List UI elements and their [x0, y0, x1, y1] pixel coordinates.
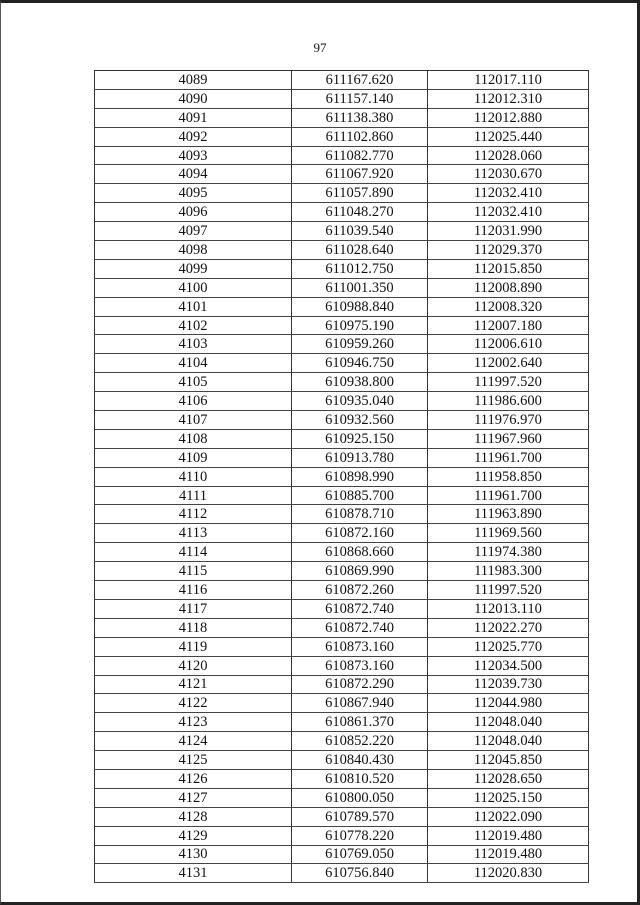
y-coordinate-cell: 112006.610	[428, 335, 589, 354]
table-row	[95, 297, 589, 316]
point-number-cell: 4095	[95, 184, 292, 203]
table-row	[95, 108, 589, 127]
x-coordinate-cell: 610769.050	[292, 845, 428, 864]
x-coordinate-cell: 610873.160	[292, 656, 428, 675]
y-coordinate-cell: 112019.480	[428, 845, 589, 864]
table-row	[95, 732, 589, 751]
table-row	[95, 448, 589, 467]
y-coordinate-cell: 112015.850	[428, 259, 589, 278]
x-coordinate-cell: 610959.260	[292, 335, 428, 354]
y-coordinate-cell: 111961.700	[428, 486, 589, 505]
x-coordinate-cell: 610938.800	[292, 373, 428, 392]
x-coordinate-cell: 610872.160	[292, 524, 428, 543]
table-row	[95, 599, 589, 618]
table-row	[95, 675, 589, 694]
table-row	[95, 826, 589, 845]
point-number-cell: 4091	[95, 108, 292, 127]
x-coordinate-cell: 610867.940	[292, 694, 428, 713]
table-row	[95, 505, 589, 524]
x-coordinate-cell: 611067.920	[292, 165, 428, 184]
y-coordinate-cell: 111961.700	[428, 448, 589, 467]
point-number-cell: 4107	[95, 411, 292, 430]
point-number-cell: 4124	[95, 732, 292, 751]
y-coordinate-cell: 112025.770	[428, 637, 589, 656]
y-coordinate-cell: 112022.270	[428, 618, 589, 637]
table-row	[95, 89, 589, 108]
point-number-cell: 4089	[95, 71, 292, 90]
point-number-cell: 4110	[95, 467, 292, 486]
point-number-cell: 4099	[95, 259, 292, 278]
table-row	[95, 713, 589, 732]
point-number-cell: 4127	[95, 788, 292, 807]
y-coordinate-cell: 112048.040	[428, 713, 589, 732]
x-coordinate-cell: 610946.750	[292, 354, 428, 373]
y-coordinate-cell: 112002.640	[428, 354, 589, 373]
x-coordinate-cell: 610840.430	[292, 751, 428, 770]
table-row	[95, 807, 589, 826]
x-coordinate-cell: 610913.780	[292, 448, 428, 467]
point-number-cell: 4113	[95, 524, 292, 543]
y-coordinate-cell: 111974.380	[428, 543, 589, 562]
point-number-cell: 4093	[95, 146, 292, 165]
point-number-cell: 4131	[95, 864, 292, 883]
y-coordinate-cell: 112028.060	[428, 146, 589, 165]
table-row	[95, 524, 589, 543]
point-number-cell: 4108	[95, 429, 292, 448]
x-coordinate-cell: 610988.840	[292, 297, 428, 316]
point-number-cell: 4103	[95, 335, 292, 354]
point-number-cell: 4115	[95, 562, 292, 581]
x-coordinate-cell: 611082.770	[292, 146, 428, 165]
x-coordinate-cell: 610778.220	[292, 826, 428, 845]
table-row	[95, 694, 589, 713]
table-row	[95, 259, 589, 278]
y-coordinate-cell: 112030.670	[428, 165, 589, 184]
x-coordinate-cell: 611001.350	[292, 278, 428, 297]
x-coordinate-cell: 610872.740	[292, 618, 428, 637]
table-row	[95, 146, 589, 165]
point-number-cell: 4098	[95, 241, 292, 260]
y-coordinate-cell: 112007.180	[428, 316, 589, 335]
y-coordinate-cell: 111976.970	[428, 411, 589, 430]
table-row	[95, 751, 589, 770]
y-coordinate-cell: 112044.980	[428, 694, 589, 713]
point-number-cell: 4114	[95, 543, 292, 562]
point-number-cell: 4101	[95, 297, 292, 316]
x-coordinate-cell: 611138.380	[292, 108, 428, 127]
y-coordinate-cell: 112045.850	[428, 751, 589, 770]
table-row	[95, 241, 589, 260]
point-number-cell: 4100	[95, 278, 292, 297]
y-coordinate-cell: 112008.320	[428, 297, 589, 316]
table-row	[95, 429, 589, 448]
point-number-cell: 4119	[95, 637, 292, 656]
y-coordinate-cell: 112032.410	[428, 203, 589, 222]
y-coordinate-cell: 112029.370	[428, 241, 589, 260]
point-number-cell: 4122	[95, 694, 292, 713]
y-coordinate-cell: 111997.520	[428, 373, 589, 392]
point-number-cell: 4123	[95, 713, 292, 732]
y-coordinate-cell: 112025.440	[428, 127, 589, 146]
y-coordinate-cell: 112008.890	[428, 278, 589, 297]
x-coordinate-cell: 610861.370	[292, 713, 428, 732]
table-row	[95, 127, 589, 146]
x-coordinate-cell: 610800.050	[292, 788, 428, 807]
table-row	[95, 788, 589, 807]
point-number-cell: 4097	[95, 222, 292, 241]
table-row	[95, 562, 589, 581]
point-number-cell: 4092	[95, 127, 292, 146]
point-number-cell: 4106	[95, 392, 292, 411]
x-coordinate-cell: 611157.140	[292, 89, 428, 108]
y-coordinate-cell: 112012.880	[428, 108, 589, 127]
point-number-cell: 4116	[95, 581, 292, 600]
x-coordinate-cell: 610878.710	[292, 505, 428, 524]
y-coordinate-cell: 112022.090	[428, 807, 589, 826]
y-coordinate-cell: 112013.110	[428, 599, 589, 618]
y-coordinate-cell: 112034.500	[428, 656, 589, 675]
point-number-cell: 4104	[95, 354, 292, 373]
x-coordinate-cell: 610756.840	[292, 864, 428, 883]
table-row	[95, 467, 589, 486]
x-coordinate-cell: 610868.660	[292, 543, 428, 562]
table-row	[95, 354, 589, 373]
x-coordinate-cell: 610869.990	[292, 562, 428, 581]
x-coordinate-cell: 610872.740	[292, 599, 428, 618]
table-row	[95, 637, 589, 656]
x-coordinate-cell: 610925.150	[292, 429, 428, 448]
x-coordinate-cell: 611102.860	[292, 127, 428, 146]
x-coordinate-cell: 610935.040	[292, 392, 428, 411]
y-coordinate-cell: 112025.150	[428, 788, 589, 807]
y-coordinate-cell: 111997.520	[428, 581, 589, 600]
point-number-cell: 4117	[95, 599, 292, 618]
table-row	[95, 373, 589, 392]
table-row	[95, 769, 589, 788]
coordinates-table	[94, 70, 589, 883]
y-coordinate-cell: 112031.990	[428, 222, 589, 241]
x-coordinate-cell: 610872.260	[292, 581, 428, 600]
point-number-cell: 4090	[95, 89, 292, 108]
table-row	[95, 222, 589, 241]
x-coordinate-cell: 610885.700	[292, 486, 428, 505]
x-coordinate-cell: 610789.570	[292, 807, 428, 826]
point-number-cell: 4118	[95, 618, 292, 637]
y-coordinate-cell: 112028.650	[428, 769, 589, 788]
table-row	[95, 618, 589, 637]
table-row	[95, 656, 589, 675]
y-coordinate-cell: 112017.110	[428, 71, 589, 90]
point-number-cell: 4128	[95, 807, 292, 826]
table-row	[95, 184, 589, 203]
y-coordinate-cell: 112020.830	[428, 864, 589, 883]
table-row	[95, 316, 589, 335]
x-coordinate-cell: 610932.560	[292, 411, 428, 430]
y-coordinate-cell: 112048.040	[428, 732, 589, 751]
y-coordinate-cell: 111963.890	[428, 505, 589, 524]
point-number-cell: 4120	[95, 656, 292, 675]
y-coordinate-cell: 111986.600	[428, 392, 589, 411]
point-number-cell: 4109	[95, 448, 292, 467]
point-number-cell: 4130	[95, 845, 292, 864]
table-row	[95, 335, 589, 354]
point-number-cell: 4125	[95, 751, 292, 770]
coordinates-table-body	[95, 71, 589, 883]
x-coordinate-cell: 611012.750	[292, 259, 428, 278]
table-row	[95, 165, 589, 184]
point-number-cell: 4129	[95, 826, 292, 845]
x-coordinate-cell: 610898.990	[292, 467, 428, 486]
point-number-cell: 4105	[95, 373, 292, 392]
x-coordinate-cell: 610810.520	[292, 769, 428, 788]
table-row	[95, 392, 589, 411]
table-row	[95, 581, 589, 600]
point-number-cell: 4096	[95, 203, 292, 222]
table-row	[95, 845, 589, 864]
point-number-cell: 4102	[95, 316, 292, 335]
point-number-cell: 4111	[95, 486, 292, 505]
point-number-cell: 4094	[95, 165, 292, 184]
y-coordinate-cell: 112012.310	[428, 89, 589, 108]
point-number-cell: 4112	[95, 505, 292, 524]
y-coordinate-cell: 111969.560	[428, 524, 589, 543]
y-coordinate-cell: 112032.410	[428, 184, 589, 203]
y-coordinate-cell: 111983.300	[428, 562, 589, 581]
table-row	[95, 864, 589, 883]
x-coordinate-cell: 610873.160	[292, 637, 428, 656]
point-number-cell: 4121	[95, 675, 292, 694]
y-coordinate-cell: 111958.850	[428, 467, 589, 486]
y-coordinate-cell: 112039.730	[428, 675, 589, 694]
y-coordinate-cell: 112019.480	[428, 826, 589, 845]
table-row	[95, 543, 589, 562]
x-coordinate-cell: 611048.270	[292, 203, 428, 222]
table-row	[95, 411, 589, 430]
table-row	[95, 278, 589, 297]
table-row	[95, 486, 589, 505]
x-coordinate-cell: 611039.540	[292, 222, 428, 241]
point-number-cell: 4126	[95, 769, 292, 788]
page-number: 97	[313, 40, 327, 55]
table-row	[95, 71, 589, 90]
x-coordinate-cell: 610852.220	[292, 732, 428, 751]
x-coordinate-cell: 610872.290	[292, 675, 428, 694]
x-coordinate-cell: 611167.620	[292, 71, 428, 90]
x-coordinate-cell: 610975.190	[292, 316, 428, 335]
x-coordinate-cell: 611057.890	[292, 184, 428, 203]
x-coordinate-cell: 611028.640	[292, 241, 428, 260]
table-row	[95, 203, 589, 222]
y-coordinate-cell: 111967.960	[428, 429, 589, 448]
